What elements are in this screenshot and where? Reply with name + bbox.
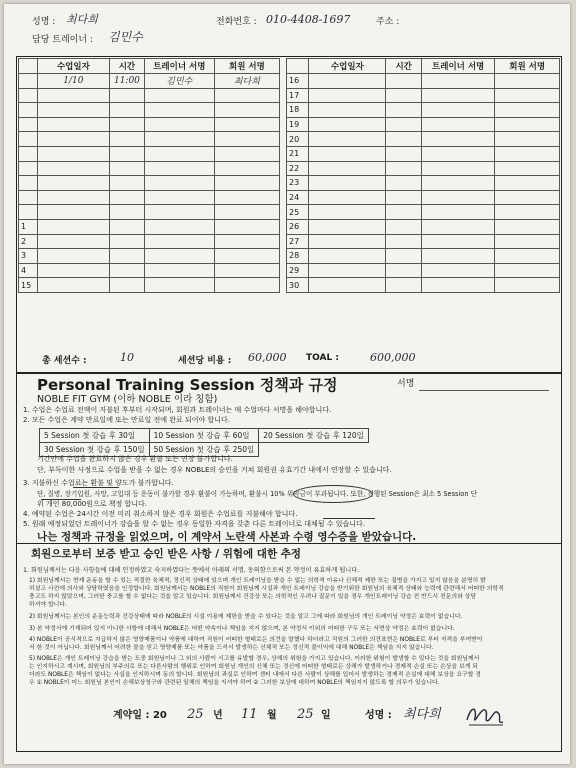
contract-day: 25	[297, 707, 314, 722]
table-row	[19, 103, 280, 118]
table-row	[19, 176, 280, 191]
time-cell	[386, 132, 422, 147]
time-cell	[110, 249, 145, 264]
date-cell	[309, 132, 386, 147]
rule-2b: 단, 부득이한 사정으로 수업을 받을 수 없는 경우 NOBLE의 승인을 거쳐 회원권 유효기간 내에서 연장할 수 있습니다.	[37, 466, 392, 474]
trainer-sign-cell	[144, 190, 214, 205]
date-cell	[309, 176, 386, 191]
time-cell	[110, 161, 145, 176]
col-time: 시간	[386, 59, 422, 74]
trainer-sign-cell	[421, 176, 494, 191]
date-cell	[309, 74, 386, 89]
time-cell	[386, 103, 422, 118]
member-sign-cell	[495, 103, 560, 118]
day-unit: 일	[321, 710, 331, 721]
row-number	[19, 161, 38, 176]
trainer-sign-cell	[421, 234, 494, 249]
table-row	[19, 117, 280, 132]
liability-p5-line: 더라도 NOBLE은 책임이 없다는 사실을 인지하시며 동의 합니다. 회원님의 과실로 인하여 센터 내에서 다른 사람이 상해를 입어서 발생하는 경제적 손실에 대해 보상을 요구할 경	[29, 672, 481, 678]
col-date: 수업일자	[37, 59, 109, 74]
package-cell: 10 Session 첫 강습 후 60일	[149, 429, 259, 443]
trainer-sign-cell	[144, 103, 214, 118]
contract-month: 11	[241, 707, 258, 722]
row-number: 18	[287, 103, 309, 118]
date-cell	[309, 103, 386, 118]
member-sign-cell	[214, 132, 279, 147]
row-number	[19, 205, 38, 220]
trainer-sign-cell	[421, 146, 494, 161]
time-cell	[110, 117, 145, 132]
col-member-sign: 회원 서명	[214, 59, 279, 74]
member-sign-cell	[495, 176, 560, 191]
member-sign-cell	[495, 249, 560, 264]
trainer-sign-cell	[421, 161, 494, 176]
table-row	[19, 263, 280, 278]
liability-p3-line: 3) 본 약정서에 기재되어 있지 아니한 사항에 대해서 NOBLE은 어떤 약속이나 책임을 지지 않으며, 본 약정서 이외의 어떠한 구두 또는 서면상 약정은 효력이 없습니다.	[29, 626, 455, 632]
signer-name-label: 성명 :	[365, 710, 392, 721]
date-cell	[37, 249, 109, 264]
table-row	[287, 88, 560, 103]
date-cell	[37, 205, 109, 220]
member-sign-cell	[214, 278, 279, 293]
trainer-sign-cell	[421, 263, 494, 278]
trainer-sign-cell	[144, 88, 214, 103]
handwritten-underline	[73, 487, 119, 488]
table-row	[287, 219, 560, 234]
date-cell: 1/10	[37, 74, 109, 89]
row-number: 23	[287, 176, 309, 191]
row-number	[19, 190, 38, 205]
contract-year: 25	[187, 707, 204, 722]
table-row	[287, 176, 560, 191]
table-row	[19, 219, 280, 234]
row-number	[19, 132, 38, 147]
time-cell: 11:00	[110, 74, 145, 89]
date-cell	[309, 146, 386, 161]
member-sign-cell	[495, 219, 560, 234]
date-cell	[37, 146, 109, 161]
month-unit: 월	[267, 710, 277, 721]
row-number: 21	[287, 146, 309, 161]
liability-p3-line: 4) NOBLE이 공식적으로 지급하지 않은 영양제품이나 약품에 대하여 직원이 어떠한 형태로든 의견을 말했다 하더라고 직원의 그러한 의견표현은 NOBLE로 부터 자격을 부여받아	[29, 637, 483, 643]
liability-intro: 1. 회원님께서는 다음 사항들에 대해 인정하였고 숙지하였다는 뜻에서 아래의 서명, 동의함으로써 본 약정이 유효하게 됩니다.	[23, 567, 360, 574]
handwritten-signature	[463, 700, 507, 730]
member-sign-cell	[214, 117, 279, 132]
year-unit: 년	[213, 710, 223, 721]
row-number	[19, 103, 38, 118]
session-log-right	[286, 58, 560, 293]
name-value: 최다희	[66, 13, 98, 26]
time-cell	[386, 205, 422, 220]
policy-sign-line	[419, 390, 549, 391]
row-number: 1	[19, 219, 38, 234]
total-label: TOAL :	[306, 353, 339, 363]
trainer-sign-cell	[144, 263, 214, 278]
table-row	[19, 190, 280, 205]
member-sign-cell	[214, 146, 279, 161]
contract-date-label: 계약일 : 20	[113, 710, 167, 721]
address-label: 주소 :	[376, 17, 400, 27]
col-member-sign: 회원 서명	[495, 59, 560, 74]
liability-p3-line: 서 한 것이 아닙니다. 회원님께서 어려한 물을 믿고 영양제품 또는 약품을 드셔서 발생하는 신체적 또는 정신적 불이익에 대해 NOBLE은 책임을 지지 않습니다.	[29, 645, 434, 651]
date-cell	[309, 88, 386, 103]
policy-sign-label: 서명	[397, 379, 415, 389]
member-sign-cell	[495, 88, 560, 103]
table-header-row	[19, 59, 280, 74]
row-number: 26	[287, 219, 309, 234]
member-sign-cell: 최다희	[214, 74, 279, 89]
row-number: 17	[287, 88, 309, 103]
col-time: 시간	[110, 59, 145, 74]
date-cell	[309, 117, 386, 132]
row-number: 2	[19, 234, 38, 249]
liability-p5-line: 는 인지하시고 계시며, 회원님의 부주의로 또는 다른사람의 행위로 인하여 회원님 개인의 신체 또는 정신에 어떠한 형태로든 상해가 발생하거나 경제적 손실 또는 손상을 보게 되	[29, 664, 478, 670]
trainer-sign-cell	[421, 249, 494, 264]
row-number: 22	[287, 161, 309, 176]
time-cell	[386, 117, 422, 132]
rule-3a: 단, 질병, 장기입원, 사망, 고입대 등 운동이 불가할 경우 환불이 가능하며, 환불시 10% 위약금이 부과됩니다. 또한, 진행된 Session은 최소 5 Session 단	[37, 490, 477, 498]
time-cell	[386, 146, 422, 161]
time-cell	[110, 190, 145, 205]
date-cell	[309, 263, 386, 278]
member-sign-cell	[495, 117, 560, 132]
date-cell	[37, 278, 109, 293]
trainer-value: 김민수	[108, 30, 143, 44]
member-sign-cell	[495, 234, 560, 249]
table-row	[19, 234, 280, 249]
trainer-sign-cell: 김민수	[144, 74, 214, 89]
col-date: 수업일자	[309, 59, 386, 74]
trainer-sign-cell	[421, 219, 494, 234]
member-sign-cell	[214, 234, 279, 249]
row-number: 3	[19, 249, 38, 264]
package-table	[39, 428, 369, 457]
date-cell	[309, 278, 386, 293]
session-log-left	[18, 58, 280, 293]
total-value: 600,000	[370, 351, 416, 364]
table-row	[287, 205, 560, 220]
time-cell	[386, 190, 422, 205]
row-number: 24	[287, 190, 309, 205]
table-header-row	[287, 59, 560, 74]
date-cell	[37, 219, 109, 234]
package-cell: 5 Session 첫 강습 후 30일	[40, 429, 150, 443]
table-row	[287, 146, 560, 161]
member-sign-cell	[214, 161, 279, 176]
time-cell	[110, 103, 145, 118]
phone-value: 010-4408-1697	[266, 13, 351, 26]
trainer-sign-cell	[144, 278, 214, 293]
trainer-sign-cell	[421, 103, 494, 118]
trainer-sign-cell	[144, 132, 214, 147]
member-sign-cell	[495, 161, 560, 176]
row-number	[19, 88, 38, 103]
row-number	[19, 176, 38, 191]
row-number: 28	[287, 249, 309, 264]
member-sign-cell	[214, 219, 279, 234]
agreement-statement: 나는 정책과 규정을 읽었으며, 이 계약서 노란색 사본과 수령 영수증을 받았습니다.	[37, 531, 417, 543]
trainer-sign-cell	[421, 74, 494, 89]
time-cell	[386, 249, 422, 264]
trainer-sign-cell	[421, 278, 494, 293]
time-cell	[386, 234, 422, 249]
time-cell	[110, 88, 145, 103]
time-cell	[110, 234, 145, 249]
policy-section	[16, 372, 562, 544]
liability-p1-line: 1) 회원님께서는 현재 운동을 할 수 있는 적절한 육체적, 정신적 상태에 있으며 개인 트레이닝을 받을 수 없는 의학적 이유나 신체적 제한 또는 질병을 가지고 있지 않음을 분명히 밝	[29, 578, 486, 584]
row-number: 15	[19, 278, 38, 293]
table-row	[19, 88, 280, 103]
trainer-sign-cell	[144, 146, 214, 161]
date-cell	[37, 176, 109, 191]
col-trainer-sign: 트레이너 서명	[144, 59, 214, 74]
table-row	[287, 278, 560, 293]
package-cell: 50 Session 첫 강습 후 250일	[149, 443, 259, 457]
member-sign-cell	[495, 74, 560, 89]
table-row	[19, 249, 280, 264]
date-cell	[37, 132, 109, 147]
row-number: 30	[287, 278, 309, 293]
member-sign-cell	[495, 190, 560, 205]
row-number: 25	[287, 205, 309, 220]
row-number: 20	[287, 132, 309, 147]
col-trainer-sign: 트레이너 서명	[421, 59, 494, 74]
time-cell	[386, 278, 422, 293]
rule-4: 4. 예약된 수업은 24시간 이전 미리 취소하지 않은 경우 회원은 수업료를 지불해야 합니다.	[23, 510, 298, 518]
rule-5: 5. 원래 예정되었던 트레이너가 강습을 할 수 없는 경우 동일한 자격을 갖춘 다른 트레이너로 대체될 수 있습니다.	[23, 520, 366, 528]
liability-p1-line: 충고도 하지 않았으며, 그러한 충고를 할 수 없다는 것을 알고 있습니다. 회원님께서 건강상 또는 의학적인 우려나 질문이 있을 경우 개인트레이닝 강습 전 반드시 전문의와 상담	[29, 594, 477, 600]
member-sign-cell	[214, 176, 279, 191]
member-sign-cell	[495, 263, 560, 278]
table-row	[19, 161, 280, 176]
time-cell	[110, 176, 145, 191]
row-number	[19, 146, 38, 161]
rule-3b: 위 개인 80,000원으로 책정 합니다.	[37, 500, 148, 508]
member-sign-cell	[214, 205, 279, 220]
row-number: 27	[287, 234, 309, 249]
member-sign-cell	[214, 103, 279, 118]
date-cell	[37, 234, 109, 249]
time-cell	[110, 132, 145, 147]
table-row	[287, 117, 560, 132]
liability-p2: 2) 회원님께서는 본인의 운동능력과 건강상태에 따라 NOBLE의 시설 이용에 제한을 받을 수 있다는 것을 알고 그에 따라 회원님의 개인 트레이닝 약정은 효력이 없습니다.	[29, 614, 463, 620]
table-row	[19, 132, 280, 147]
table-row	[19, 278, 280, 293]
date-cell	[309, 234, 386, 249]
rule-2: 2. 모든 수업은 계약 만료일에 또는 만료일 전에 완료 되어야 합니다.	[23, 416, 230, 424]
member-sign-cell	[214, 190, 279, 205]
date-cell	[309, 249, 386, 264]
trainer-sign-cell	[144, 117, 214, 132]
table-row	[287, 132, 560, 147]
date-cell	[309, 161, 386, 176]
rule-3: 3. 지불하신 수업료는 환불 및 양도가 불가합니다.	[23, 479, 174, 487]
liability-p1-line: 히셨고 사전에 의사와 상담하였음을 인정합니다. 회원님께서는 NOBLE의 직원이 회원님께 시설과 개인 트레이닝 강습을 받기위한 회원님의 육체적 상태와 능력에 관련해서 어떠한 의학적	[29, 586, 504, 592]
gym-name: NOBLE FIT GYM (이하 NOBLE 이라 칭함)	[37, 394, 218, 405]
package-cell	[259, 443, 369, 457]
table-row	[19, 205, 280, 220]
trainer-sign-cell	[144, 219, 214, 234]
row-number: 4	[19, 263, 38, 278]
package-cell: 20 Session 첫 강습 후 120일	[259, 429, 369, 443]
member-sign-cell	[214, 263, 279, 278]
member-sign-cell	[495, 205, 560, 220]
member-sign-cell	[214, 88, 279, 103]
member-sign-cell	[495, 146, 560, 161]
trainer-sign-cell	[144, 205, 214, 220]
liability-p5-line: 우 ① NOBLE이 어느 회원님 본인이 손해보상청구와 관련된 일체의 책임을 지셔야 하여 ② 그러한 보상에 대하여 NOBLE의 책임지지 않도록 할 의무가 있습니다.	[29, 680, 440, 686]
row-number: 19	[287, 117, 309, 132]
time-cell	[386, 263, 422, 278]
table-row	[287, 190, 560, 205]
trainer-sign-cell	[421, 117, 494, 132]
table-row	[287, 161, 560, 176]
trainer-sign-cell	[144, 234, 214, 249]
time-cell	[110, 146, 145, 161]
trainer-sign-cell	[421, 190, 494, 205]
sessions-label: 총 세션수 :	[42, 356, 87, 366]
date-cell	[37, 263, 109, 278]
name-label: 성명 :	[32, 17, 56, 27]
date-cell	[37, 88, 109, 103]
trainer-sign-cell	[421, 88, 494, 103]
handwritten-circle	[293, 485, 373, 503]
date-cell	[37, 117, 109, 132]
sessions-value: 10	[120, 351, 134, 364]
table-row	[19, 146, 280, 161]
date-cell	[37, 161, 109, 176]
table-row	[287, 74, 560, 89]
table-row	[287, 103, 560, 118]
time-cell	[110, 219, 145, 234]
date-cell	[309, 205, 386, 220]
table-row	[287, 249, 560, 264]
liability-p5-line: 5) NOBLE은 개인 트레이닝 강습을 받는 도중 회원님이나 그 외의 사람이 시고를 유발할 경우, 상해의 위험을 가지고 있습니다. 이러한 위험이 발생할 수 있다는 것을 회원님께서	[29, 656, 480, 662]
date-cell	[37, 103, 109, 118]
trainer-label: 담당 트레이너 :	[32, 35, 93, 45]
trainer-sign-cell	[144, 176, 214, 191]
package-cell: 30 Session 첫 강습 후 150일	[40, 443, 150, 457]
contract-sheet	[4, 4, 570, 764]
table-row	[287, 234, 560, 249]
member-sign-cell	[214, 249, 279, 264]
rule-2a: 기간안에 수업을 완료하지 않은 경우 환불 또는 연장 불가합니다.	[37, 455, 233, 463]
totals-row	[16, 348, 562, 370]
phone-label: 전화번호 :	[216, 17, 257, 27]
time-cell	[386, 161, 422, 176]
time-cell	[386, 176, 422, 191]
row-number	[19, 117, 38, 132]
liability-section	[16, 544, 562, 752]
table-row	[19, 74, 280, 89]
signature-stroke	[467, 709, 503, 722]
time-cell	[110, 263, 145, 278]
trainer-sign-cell	[144, 249, 214, 264]
date-cell	[309, 190, 386, 205]
trainer-sign-cell	[421, 205, 494, 220]
liability-p1-line: 하셔야 합니다.	[29, 602, 67, 608]
row-number: 29	[287, 263, 309, 278]
time-cell	[386, 88, 422, 103]
member-sign-cell	[495, 278, 560, 293]
time-cell	[386, 74, 422, 89]
signer-name-value: 최다희	[403, 707, 441, 722]
fee-label: 세션당 비용 :	[178, 356, 232, 366]
trainer-sign-cell	[144, 161, 214, 176]
fee-value: 60,000	[248, 351, 287, 364]
time-cell	[110, 278, 145, 293]
time-cell	[110, 205, 145, 220]
date-cell	[309, 219, 386, 234]
rule-1: 1. 수업은 수업료 전액이 지불된 후부터 시작되며, 회원과 트레이너는 매 수업마다 서명을 해야합니다.	[23, 406, 332, 414]
time-cell	[386, 219, 422, 234]
policy-title: Personal Training Session 정책과 규정	[37, 376, 338, 394]
member-sign-cell	[495, 132, 560, 147]
liability-title: 회원으로부터 보증 받고 승인 받은 사항 / 위험에 대한 추정	[31, 548, 302, 560]
table-row	[287, 263, 560, 278]
date-cell	[37, 190, 109, 205]
table-row	[40, 429, 369, 443]
row-number	[19, 74, 38, 89]
trainer-sign-cell	[421, 132, 494, 147]
row-number: 16	[287, 74, 309, 89]
